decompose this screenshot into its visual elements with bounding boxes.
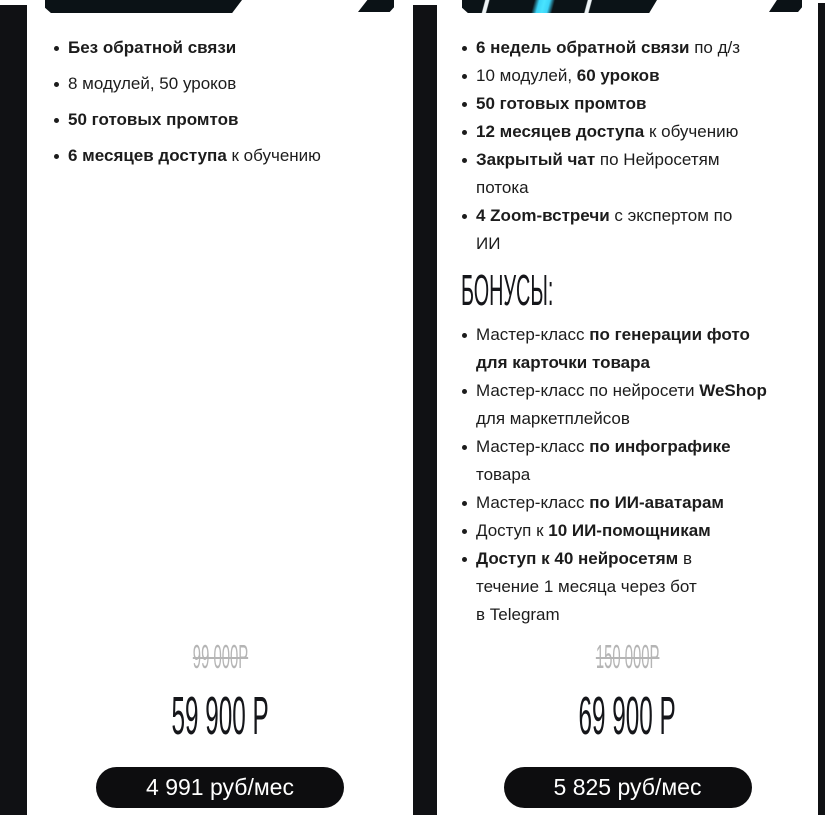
old-price [27,640,413,673]
features-list [27,0,413,170]
old-price-value: 99 000Р [192,638,248,675]
list-item-text: для карточки товара [476,353,650,372]
current-price [27,686,413,746]
list-item-text: по д/з [689,38,741,57]
list-item-text: 50 готовых промтов [68,110,239,129]
current-price-value: 59 900 Р [171,686,269,746]
list-item [51,142,388,170]
list-item-text: Без обратной связи [68,38,237,57]
pricing-card-basic [27,0,413,815]
list-item-text: 6 недель обратной связи [476,38,690,57]
background-stripe-left [0,5,27,815]
list-item [459,62,796,90]
list-item [459,34,796,62]
current-price-value: 69 900 Р [578,686,677,746]
list-item-text: по Нейросетям [595,150,720,169]
list-item [51,70,388,98]
background-stripe-middle [413,5,437,815]
monthly-payment-button[interactable]: 4 991 руб/мес [96,767,344,808]
current-price [437,686,818,746]
list-item [459,517,796,545]
list-item [459,118,796,146]
list-item-text: ИИ [476,234,501,253]
list-item-text: Доступ к 40 нейросетям [476,549,679,568]
list-item-text: 60 уроков [576,66,660,85]
list-item-text: 10 модулей, [476,66,577,85]
background-stripe-right [818,3,825,815]
price-block [27,638,413,746]
price-block [437,638,818,746]
list-item [459,202,796,258]
list-item [51,106,388,134]
card-header-neon-image [462,0,657,13]
list-item-text: по инфографике [589,437,731,456]
bonus-list [437,313,818,629]
list-item-text: WeShop [699,381,767,400]
list-item [459,321,796,377]
list-item [51,34,388,62]
list-item-text: 6 месяцев доступа [68,146,227,165]
list-item-text: 12 месяцев доступа [476,122,645,141]
list-item-text: товара [476,465,531,484]
list-item [459,545,796,629]
list-item-text: Мастер-класс по нейросети [476,381,700,400]
list-item-text: 10 ИИ-помощникам [548,521,711,540]
list-item-text: 4 Zoom-встречи [476,206,610,225]
list-item-text: Закрытый чат [476,150,596,169]
card-header-image [45,0,242,13]
list-item [459,433,796,489]
list-item-text: по ИИ-аватарам [589,493,725,512]
list-item-text: к обучению [226,146,321,165]
list-item [459,146,796,202]
list-item-text: потока [476,178,529,197]
list-item-text: Доступ к [476,521,549,540]
list-item-text: Мастер-класс [476,493,590,512]
list-item-text: 50 готовых промтов [476,94,647,113]
monthly-payment-button[interactable]: 5 825 руб/мес [504,767,752,808]
list-item-text: в Telegram [476,605,560,624]
list-item [459,377,796,433]
features-list [437,0,818,258]
list-item-text: в [678,549,692,568]
list-item-text: 8 модулей, 50 уроков [68,74,237,93]
pricing-card-premium [437,0,818,815]
bonus-section-title: БОНУСЫ: [461,266,554,315]
list-item-text: Мастер-класс [476,437,590,456]
list-item-text: к обучению [644,122,739,141]
list-item-text: для маркетплейсов [476,409,630,428]
list-item [459,489,796,517]
list-item [459,90,796,118]
list-item-text: Мастер-класс [476,325,590,344]
list-item-text: с экспертом по [609,206,733,225]
old-price [437,640,818,673]
list-item-text: течение 1 месяца через бот [476,577,697,596]
old-price-value: 150 000Р [595,638,660,675]
list-item-text: по генерации фото [589,325,750,344]
